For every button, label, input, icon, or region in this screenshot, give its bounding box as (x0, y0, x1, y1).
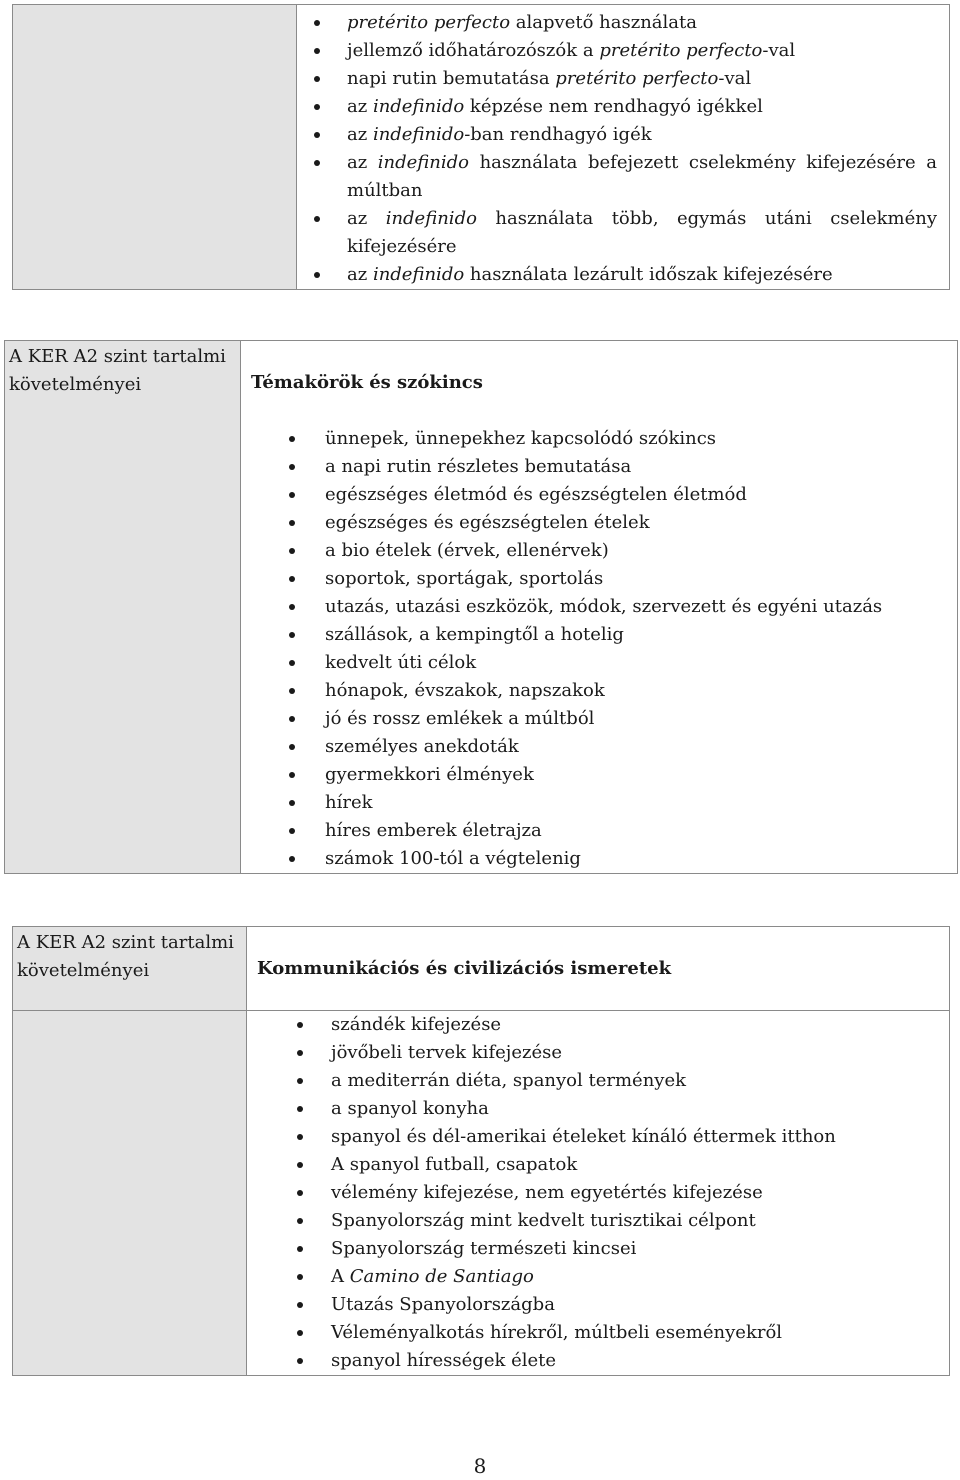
list-item (311, 121, 937, 149)
topics-list-cell (241, 425, 958, 874)
topics-heading: Témakörök és szókincs (251, 372, 483, 393)
list-item-text: használata lezárult időszak kifejezésére (464, 264, 833, 285)
list-item: hírek (241, 789, 947, 817)
grammar-label-cell (13, 5, 297, 290)
list-item: hónapok, évszakok, napszakok (241, 677, 947, 705)
topics-heading-cell (241, 341, 958, 425)
list-item-text: az (347, 96, 373, 117)
list-item-text: spanyol és dél-amerikai ételeket kínáló éttermek itthon (331, 1126, 836, 1147)
list-item: kedvelt úti célok (241, 649, 947, 677)
list-item: számok 100-tól a végtelenig (241, 845, 947, 873)
communication-table (12, 926, 950, 1376)
grammar-list (311, 9, 937, 289)
communication-requirement-label: A KER A2 szint tartalmi követelményei (17, 932, 234, 981)
list-item-text: alapvető használata (510, 12, 697, 33)
communication-empty-cell (13, 1011, 247, 1376)
list-item: ünnepek, ünnepekhez kapcsolódó szókincs (241, 425, 947, 453)
list-item-text: a mediterrán diéta, spanyol termények (331, 1070, 687, 1091)
topics-list (241, 425, 947, 873)
list-item: utazás, utazási eszközök, módok, szervezett és egyéni utazás (241, 593, 947, 621)
list-item-text: pretérito perfecto (599, 40, 763, 61)
list-item: a bio ételek (érvek, ellenérvek) (241, 537, 947, 565)
topics-requirement-label: A KER A2 szint tartalmi követelményei (9, 346, 226, 395)
communication-label-cell (13, 927, 247, 1011)
list-item (247, 1151, 939, 1179)
list-item-text: Camino de Santiago (349, 1266, 534, 1287)
list-item (311, 149, 937, 205)
list-item (247, 1179, 939, 1207)
list-item (247, 1095, 939, 1123)
list-item-text: indefinido (372, 264, 465, 285)
list-item-text: A (331, 1266, 350, 1287)
communication-heading: Kommunikációs és civilizációs ismeretek (257, 958, 672, 979)
list-item (247, 1011, 939, 1039)
list-item-text: -val (718, 68, 752, 89)
list-item (247, 1123, 939, 1151)
list-item (247, 1235, 939, 1263)
topics-label-cell (5, 341, 241, 874)
list-item (311, 93, 937, 121)
list-item-text: A spanyol futball, csapatok (331, 1154, 578, 1175)
list-item: szállások, a kempingtől a hotelig (241, 621, 947, 649)
communication-list (247, 1011, 939, 1375)
list-item-text: indefinido (372, 96, 465, 117)
list-item-text: napi rutin bemutatása (347, 68, 556, 89)
list-item-text: indefinido (372, 124, 465, 145)
list-item-text: a spanyol konyha (331, 1098, 489, 1119)
list-item: személyes anekdoták (241, 733, 947, 761)
list-item-text: Spanyolország mint kedvelt turisztikai célpont (331, 1210, 756, 1231)
list-item-text: az (347, 124, 373, 145)
list-item-text: -ban rendhagyó igék (464, 124, 652, 145)
list-item-text: jövőbeli tervek kifejezése (331, 1042, 563, 1063)
communication-list-cell (247, 1011, 950, 1376)
list-item-text: az (347, 152, 378, 173)
list-item (247, 1039, 939, 1067)
list-item (311, 37, 937, 65)
list-item (247, 1319, 939, 1347)
list-item: a napi rutin részletes bemutatása (241, 453, 947, 481)
list-item-text: Spanyolország természeti kincsei (331, 1238, 637, 1259)
list-item-text: jellemző időhatározószók a (347, 40, 600, 61)
list-item (247, 1347, 939, 1375)
list-item-text: vélemény kifejezése, nem egyetértés kifejezése (331, 1182, 763, 1203)
list-item-text: -val (762, 40, 796, 61)
list-item-text: képzése nem rendhagyó igékkel (464, 96, 763, 117)
list-item-text: spanyol hírességek élete (331, 1350, 557, 1371)
list-item (311, 65, 937, 93)
grammar-content-cell (297, 5, 950, 290)
list-item-text: Véleményalkotás hírekről, múltbeli eseményekről (331, 1322, 783, 1343)
list-item-text: szándék kifejezése (331, 1014, 502, 1035)
page-number: 8 (473, 1454, 487, 1478)
communication-heading-cell (247, 927, 950, 1011)
topics-table (4, 340, 958, 874)
grammar-table (12, 4, 950, 290)
list-item: soportok, sportágak, sportolás (241, 565, 947, 593)
list-item-text: pretérito perfecto (347, 12, 511, 33)
list-item (311, 205, 937, 261)
list-item (247, 1207, 939, 1235)
list-item (311, 261, 937, 289)
list-item-text: az (347, 208, 386, 229)
list-item-text: használata befejezett cselekmény kifejezésére a múltban (347, 152, 937, 201)
list-item (247, 1067, 939, 1095)
list-item-text: az (347, 264, 373, 285)
list-item (247, 1263, 939, 1291)
list-item-text: indefinido (385, 208, 477, 229)
list-item (247, 1291, 939, 1319)
list-item-text: pretérito perfecto (555, 68, 719, 89)
list-item-text: indefinido (377, 152, 470, 173)
list-item-text: használata több, egymás utáni cselekmény kifejezésére (347, 208, 937, 257)
list-item-text: Utazás Spanyolországba (331, 1294, 555, 1315)
list-item: egészséges és egészségtelen ételek (241, 509, 947, 537)
list-item: jó és rossz emlékek a múltból (241, 705, 947, 733)
list-item: gyermekkori élmények (241, 761, 947, 789)
list-item (311, 9, 937, 37)
list-item: híres emberek életrajza (241, 817, 947, 845)
list-item: egészséges életmód és egészségtelen életmód (241, 481, 947, 509)
